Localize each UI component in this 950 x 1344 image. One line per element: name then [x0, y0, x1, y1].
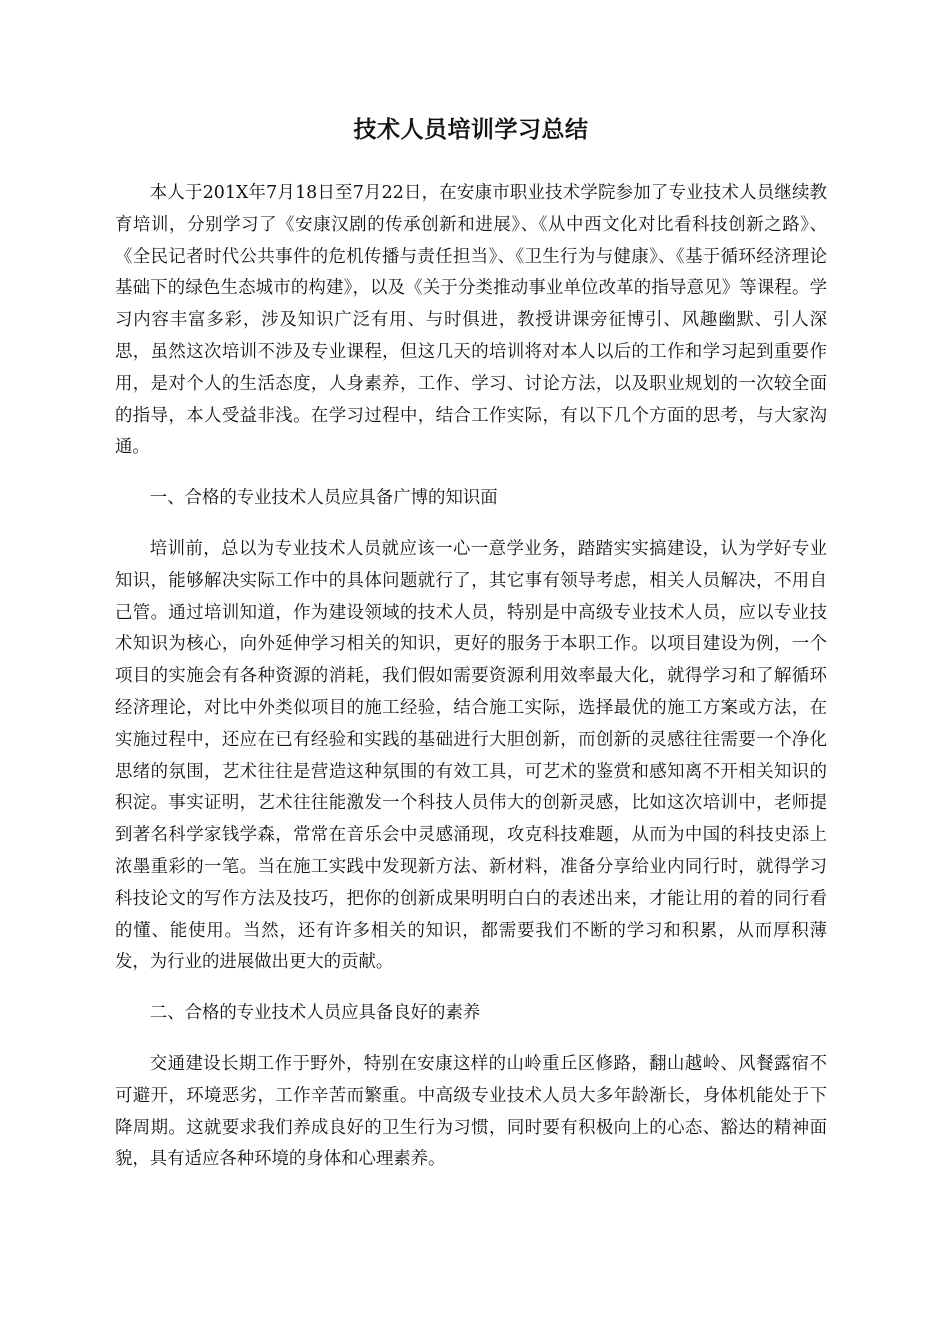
document-body — [115, 110, 827, 1195]
paragraph-section-1: 培训前，总以为专业技术人员就应该一心一意学业务，踏踏实实搞建设，认为学好专业知识，能够解决实际工作中的具体问题就行了，其它事有领导考虑，相关人员解决，不用自己管。通过培训知道，作为建设领域的技术人员，特别是中高级专业技术人员，应以专业技术知识为核心，向外延伸学习相关的知识，更好的服务于本职工作。以项目建设为例，一个项目的实施会有各种资源的消耗，我们假如需要资源利用效率最大化，就得学习和了解循环经济理论，对比中外类似项目的施工经验，结合施工实际，选择最优的施工方案或方法，在实施过程中，还应在已有经验和实践的基础进行大胆创新，而创新的灵感往往需要一个净化思绪的氛围，艺术往往是营造这种氛围的有效工具，可艺术的鉴赏和感知离不开相关知识的积淀。事实证明，艺术往往能激发一个科技人员伟大的创新灵感，比如这次培训中，老师提到著名科学家钱学森，常常在音乐会中灵感涌现，攻克科技难题，从而为中国的科技史添上浓墨重彩的一笔。当在施工实践中发现新方法、新材料，准备分享给业内同行时，就得学习科技论文的写作方法及技巧，把你的创新成果明明白白的表述出来，才能让用的着的同行看的懂、能使用。当然，还有许多相关的知识，都需要我们不断的学习和积累，从而厚积薄发，为行业的进展做出更大的贡献。 — [115, 538, 827, 973]
document-title: 技术人员培训学习总结 — [353, 117, 589, 143]
paragraph-intro: 本人于201X年7月18日至7月22日，在安康市职业技术学院参加了专业技术人员继续教育培训，分别学习了《安康汉剧的传承创新和进展》、《从中西文化对比看科技创新之路》、《全民记者时代公共事件的危机传播与责任担当》、《卫生行为与健康》、《基于循环经济理论基础下的绿色生态城市的构建》，以及《关于分类推动事业单位改革的指导意见》等课程。学习内容丰富多彩，涉及知识广泛有用、与时俱进，教授讲课旁征博引、风趣幽默、引人深思，虽然这次培训不涉及专业课程，但这几天的培训将对本人以后的工作和学习起到重要作用，是对个人的生活态度，人身素养，工作、学习、讨论方法，以及职业规划的一次较全面的指导，本人受益非浅。在学习过程中，结合工作实际，有以下几个方面的思考，与大家沟通。 — [115, 183, 827, 458]
paragraph-section-2: 交通建设长期工作于野外，特别在安康这样的山岭重丘区修路，翻山越岭、风餐露宿不可避开，环境恶劣，工作辛苦而繁重。中高级专业技术人员大多年龄渐长，身体机能处于下降周期。这就要求我们养成良好的卫生行为习惯，同时要有积极向上的心态、豁达的精神面貌，具有适应各种环境的身体和心理素养。 — [115, 1053, 827, 1170]
section-heading-1: 一、合格的专业技术人员应具备广博的知识面 — [149, 488, 498, 509]
section-heading-2: 二、合格的专业技术人员应具备良好的素养 — [149, 1003, 481, 1024]
